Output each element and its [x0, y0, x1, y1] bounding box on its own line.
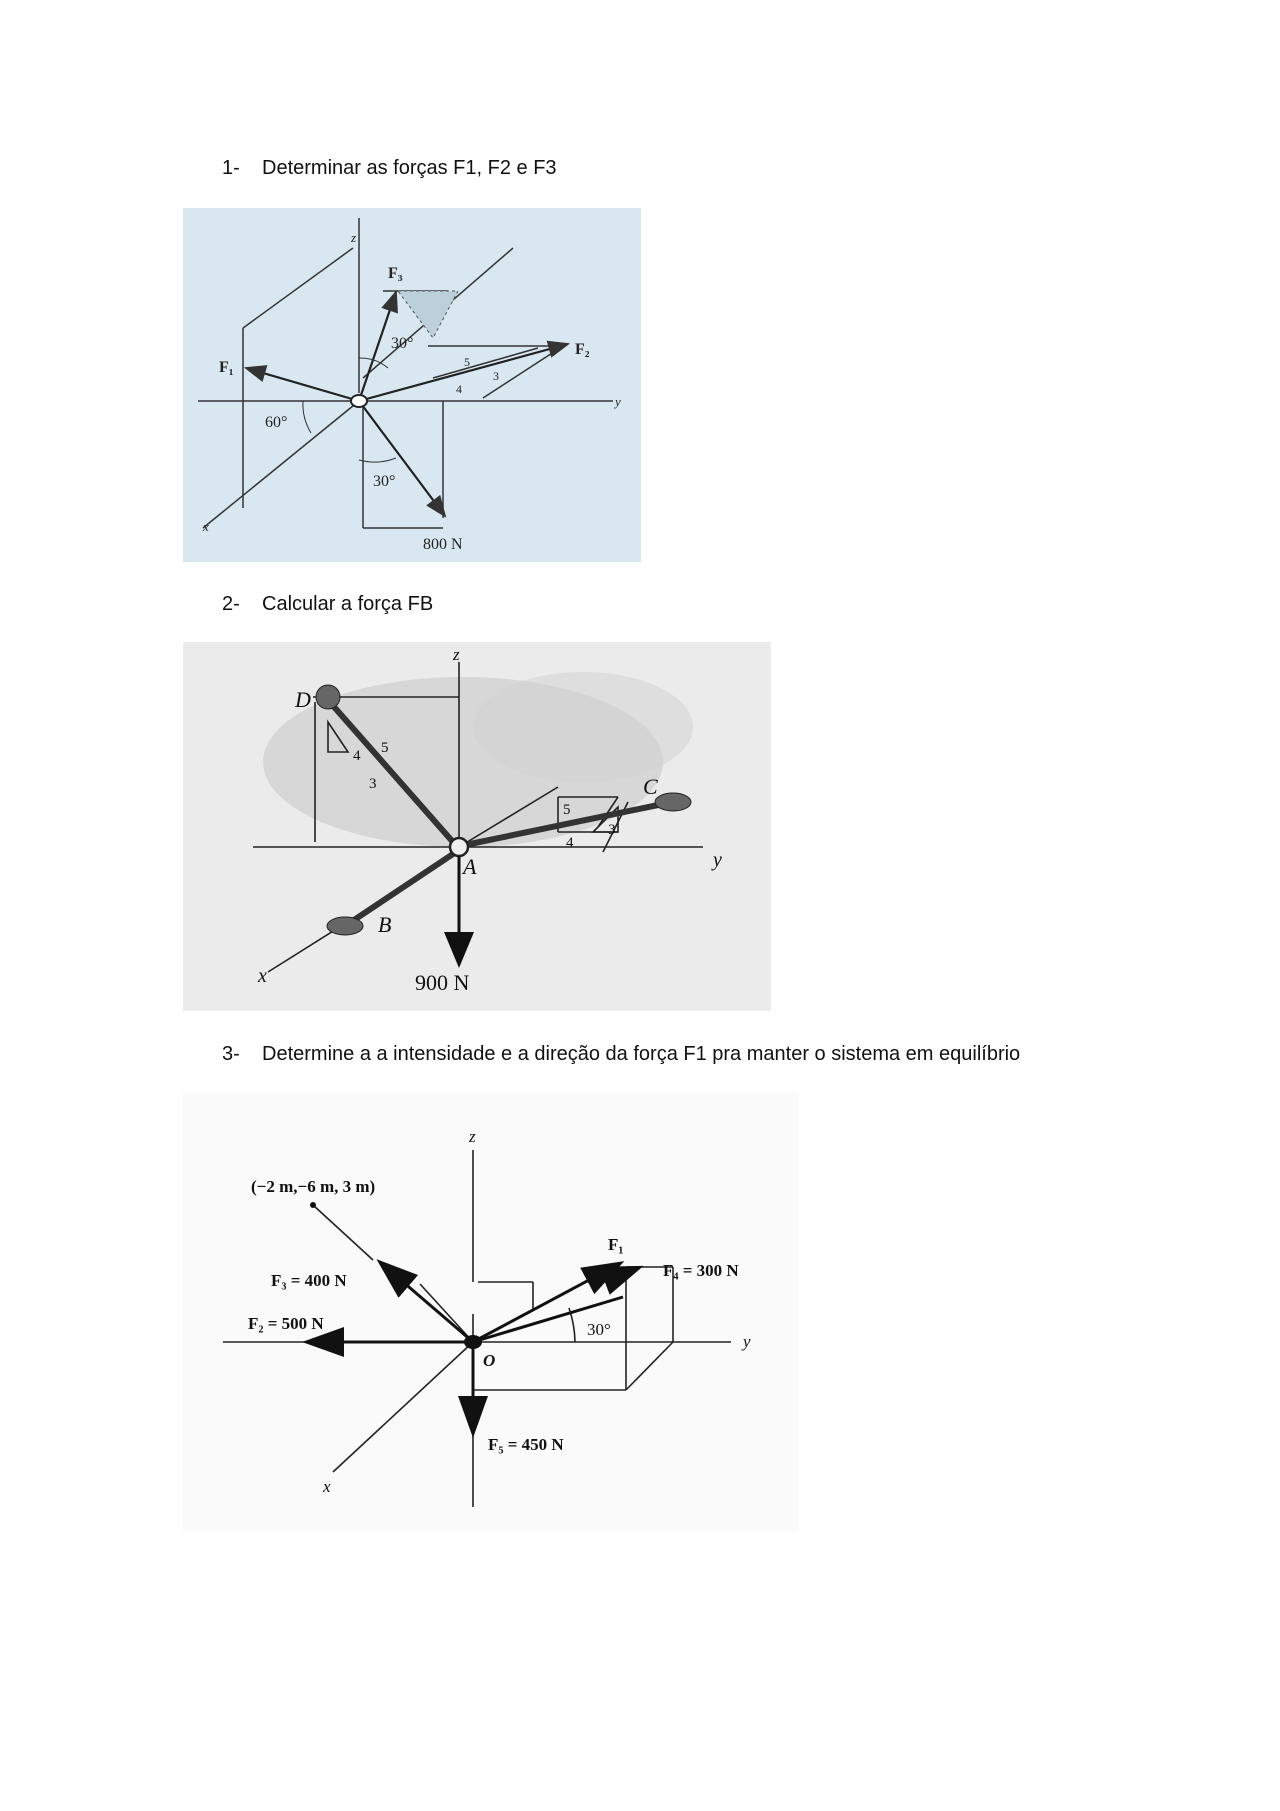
question-1 — [222, 156, 557, 180]
z-label: z — [469, 1127, 476, 1146]
tri-d-3: 3 — [369, 776, 377, 792]
load-label: 800 N — [423, 536, 463, 553]
tri-c-5: 5 — [563, 802, 571, 818]
f1-label: F₁ — [608, 1235, 624, 1254]
point-c-label: C — [643, 774, 658, 799]
support-d — [316, 685, 340, 709]
angle-30-bottom: 30° — [373, 473, 396, 490]
angle-label: 30° — [587, 1320, 611, 1339]
tri-c-3: 3 — [608, 822, 616, 838]
support-c — [655, 793, 691, 811]
tri-5-label: 5 — [464, 355, 470, 369]
question-text: Determine a a intensidade e a direção da força F1 pra manter o sistema em equilíbrio — [262, 1043, 1021, 1065]
question-number: 1- — [222, 157, 240, 179]
point-a-label: A — [463, 854, 477, 879]
x-label: x — [323, 1477, 331, 1496]
question-text: Calcular a força FB — [262, 593, 434, 615]
f1-label: F₁ — [219, 359, 234, 376]
tri-c-4: 4 — [566, 835, 574, 851]
f4-label: F₄ = 300 N — [663, 1261, 739, 1280]
question-number: 3- — [222, 1043, 240, 1065]
reference-point — [310, 1202, 316, 1208]
load-label: 900 N — [415, 970, 470, 995]
z-label: z — [351, 230, 357, 245]
origin-joint — [351, 395, 367, 407]
f5-label: F₅ = 450 N — [488, 1435, 564, 1454]
z-label: z — [453, 645, 460, 664]
x-label: x — [203, 519, 209, 534]
tri-3-label: 3 — [493, 369, 499, 383]
f3-label: F₃ = 400 N — [271, 1271, 347, 1290]
y-label: y — [713, 849, 722, 871]
figure-1 — [183, 208, 641, 562]
figure-3-diagram — [183, 1092, 799, 1532]
figure-2-diagram — [183, 642, 771, 1011]
point-label: (−2 m,−6 m, 3 m) — [251, 1177, 376, 1196]
origin-joint — [464, 1335, 482, 1349]
tri-d-4: 4 — [353, 748, 361, 764]
figure-3 — [183, 1092, 799, 1532]
angle-60: 60° — [265, 414, 288, 431]
point-d-label: D — [295, 687, 311, 712]
origin-label: O — [483, 1351, 496, 1370]
question-number: 2- — [222, 593, 240, 615]
f2-label: F₂ — [575, 341, 590, 358]
figure-2 — [183, 642, 771, 1011]
f3-label: F₃ — [388, 265, 403, 282]
y-label: y — [743, 1332, 751, 1351]
y-label: y — [615, 394, 621, 409]
point-b-label: B — [378, 912, 392, 937]
x-label: x — [258, 965, 267, 987]
f2-label: F₂ = 500 N — [248, 1314, 324, 1333]
tri-4-label: 4 — [456, 382, 462, 396]
question-2 — [222, 592, 433, 616]
tri-d-5: 5 — [381, 740, 389, 756]
figure-1-diagram — [183, 208, 641, 562]
question-text: Determinar as forças F1, F2 e F3 — [262, 157, 557, 179]
angle-30-top: 30° — [391, 335, 414, 352]
support-b — [327, 917, 363, 935]
question-3 — [222, 1042, 1020, 1066]
